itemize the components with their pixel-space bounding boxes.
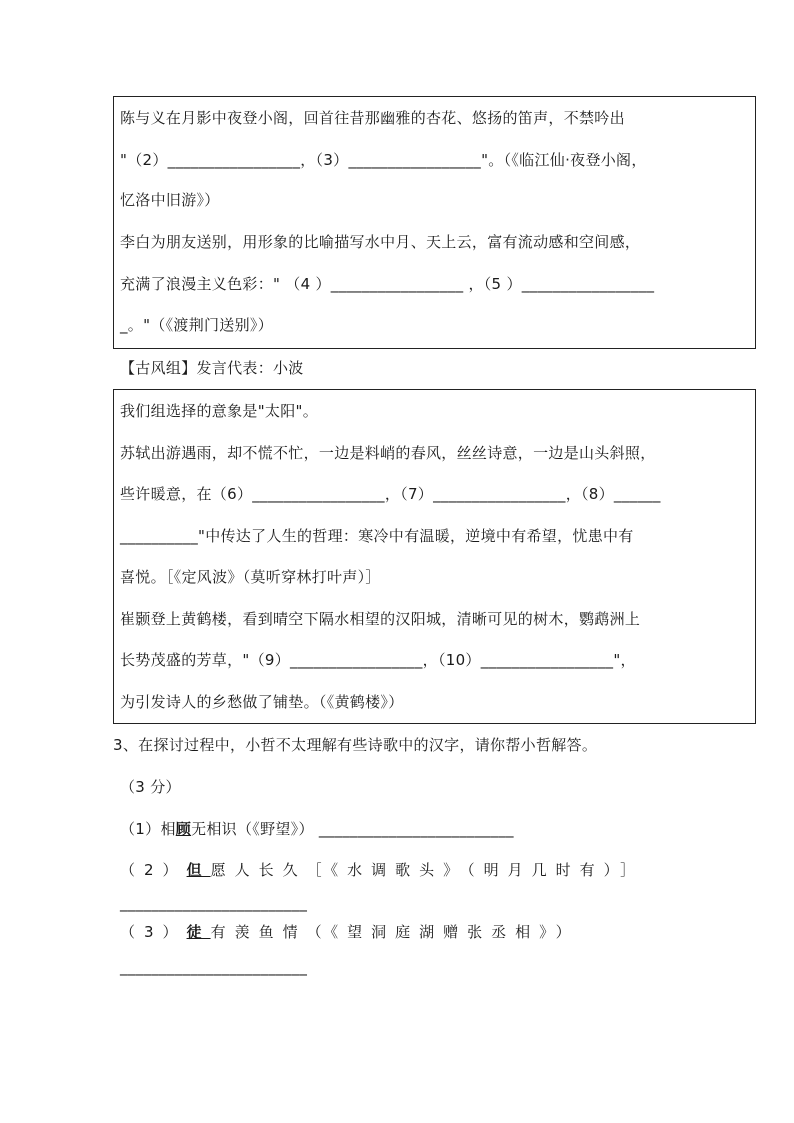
box2-line-3: 些许暖意，在（6）_________________，（7）_________________，（8）______ (120, 485, 661, 503)
item-1-prefix: （1）相 (120, 820, 176, 838)
item-2-answer-blank: ________________________ (120, 894, 308, 912)
item-3-prefix: （3） (120, 923, 187, 941)
box1-line-6: _。"（《渡荆门送别》） (120, 316, 274, 334)
item-2-source: 愿人长久［《水调歌头》（明月几时有）］ (210, 861, 645, 879)
question-item-2 (120, 860, 644, 880)
box2-line-7: 长势茂盛的芳草，"（9）_________________，（10）_________________"， (120, 651, 636, 669)
question-item-3 (120, 922, 580, 942)
box2-line-5: 喜悦。［《定风波》（莫听穿林打叶声）］ (120, 568, 381, 586)
box1-line-4: 李白为朋友送别，用形象的比喻描写水中月、天上云，富有流动感和空间感， (120, 233, 641, 251)
box2-line-4: __________"中传达了人生的哲理：寒冷中有温暖，逆境中有希望，忧患中有 (120, 527, 634, 545)
box1-line-1: 陈与义在月影中夜登小阁，回首往昔那幽雅的杏花、悠扬的笛声，不禁吟出 (120, 109, 625, 127)
answer-box-1 (113, 96, 756, 349)
item-2-key-char: 但 (186, 861, 211, 879)
answer-box-2 (113, 389, 756, 724)
item-1-answer-blank: _________________________ (313, 820, 514, 838)
item-3-answer-blank: ________________________ (120, 958, 308, 976)
item-3-key-char: 徒 (186, 923, 211, 941)
box1-line-3: 忆洛中旧游》） (120, 191, 220, 209)
box1-line-5: 充满了浪漫主义色彩：" （4 ）_________________ ，（5 ）_________________ (120, 275, 655, 293)
box2-line-2: 苏轼出游遇雨，却不慌不忙，一边是料峭的春风，丝丝诗意，一边是山头斜照， (120, 444, 656, 462)
box2-line-6: 崔颢登上黄鹤楼，看到晴空下隔水相望的汉阳城，清晰可见的树木，鹦鹉洲上 (120, 610, 641, 628)
item-3-source: 有羡鱼情（《望洞庭湖赠张丞相》） (210, 923, 580, 941)
box1-line-2: "（2）_________________，（3）_________________"。（《临江仙·夜登小阁， (120, 151, 647, 169)
box2-line-8: 为引发诗人的乡愁做了铺垫。（《黄鹤楼》） (120, 693, 404, 711)
question-3-text: 3、在探讨过程中，小哲不太理解有些诗歌中的汉字，请你帮小哲解答。 (113, 736, 598, 754)
question-3-score: （3 分） (120, 778, 181, 796)
item-1-key-char: 顾 (175, 820, 192, 838)
group-label: 【古风组】发言代表：小波 (120, 359, 304, 377)
box2-line-1: 我们组选择的意象是"太阳"。 (120, 402, 318, 420)
item-2-prefix: （2） (120, 861, 187, 879)
question-item-1 (120, 819, 514, 839)
item-1-source: 无相识（《野望》） (191, 820, 314, 838)
